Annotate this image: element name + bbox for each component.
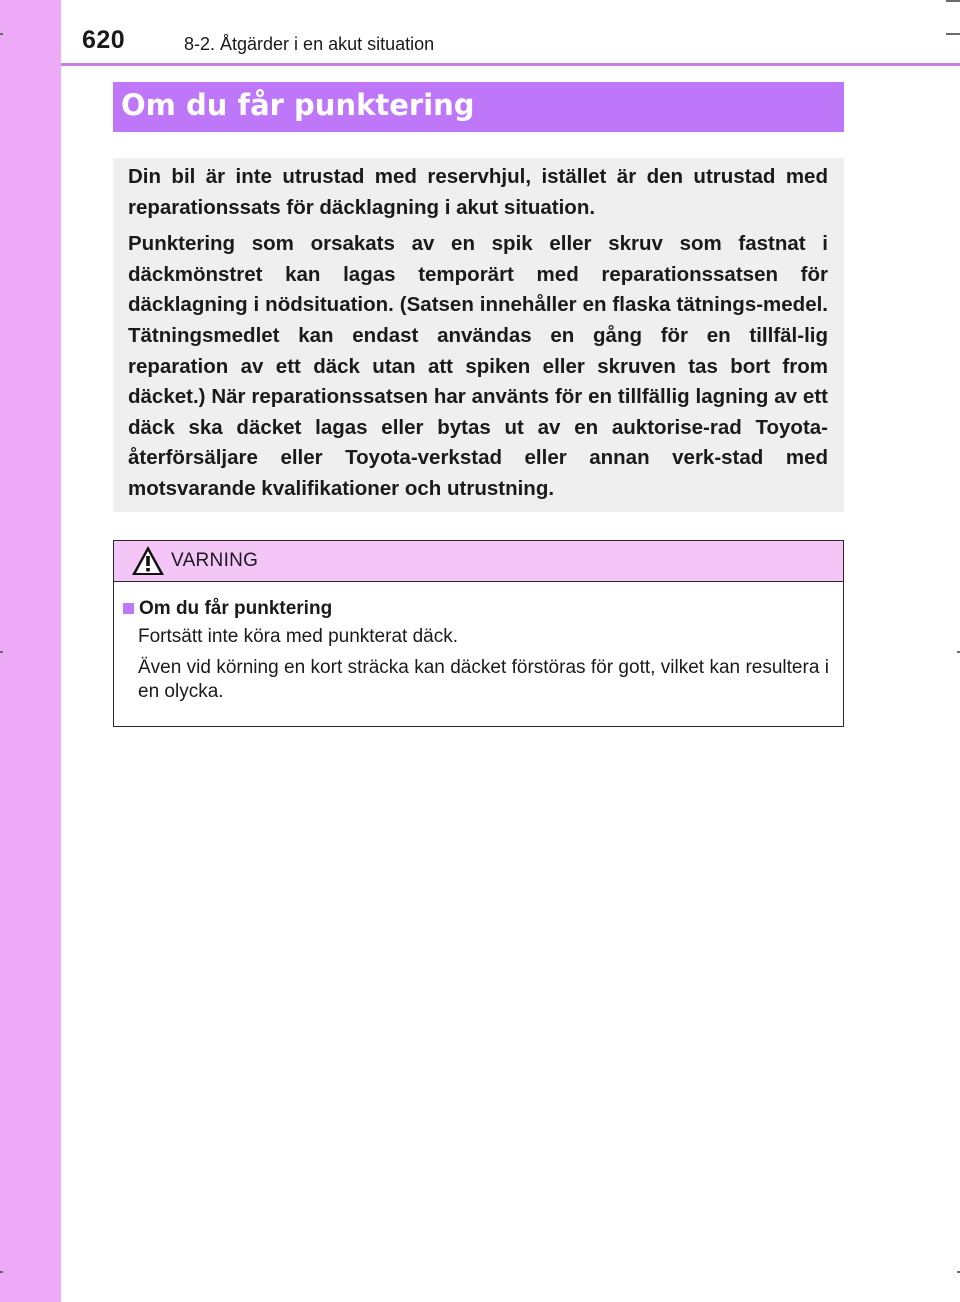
- crop-mark-top: [946, 0, 960, 2]
- intro-paragraph-2: Punktering som orsakats av en spik eller skruv som fastnat i däckmönstret kan lagas temporärt med reparationssatsen för däcklagning i nödsituation. (Satsen innehåller en flaska tätnings-medel. Tätningsmedlet kan endast användas en gång för en tillfäl-lig reparation av ett däck utan att spiken eller skruven tas bort from däcket.) När reparationssatsen har använts för en tillfällig lagning av ett däck ska däcket lagas eller bytas ut av en auktorise-rad Toyota-återförsäljare eller Toyota-verkstad eller annan verk-stad med motsvarande kvalifikationer och utrustning.: [128, 232, 828, 500]
- warning-body: [114, 598, 843, 704]
- warning-item-heading-text: Om du får punktering: [139, 598, 333, 619]
- side-color-band: [0, 0, 61, 1302]
- warning-line-1: Fortsätt inte köra med punkterat däck.: [138, 626, 458, 647]
- crop-mark-left-top: [0, 33, 3, 35]
- section-title: Om du får punktering: [121, 88, 475, 122]
- section-breadcrumb: 8-2. Åtgärder i en akut situation: [184, 34, 435, 54]
- warning-header: [114, 541, 843, 582]
- crop-mark-left-middle: [0, 651, 3, 653]
- crop-mark-left-bottom: [0, 1271, 3, 1273]
- page-number: 620: [82, 26, 126, 54]
- crop-mark-top-right: [946, 33, 960, 35]
- intro-box: [113, 158, 844, 512]
- intro-paragraph-1: Din bil är inte utrustad med reservhjul, istället är den utrustad med reparationssats för däcklagning i akut situation.: [128, 165, 828, 219]
- square-bullet-icon: [123, 603, 134, 614]
- warning-item-heading: [115, 598, 843, 620]
- section-title-bar: [113, 82, 844, 132]
- warning-line-2: Även vid körning en kort sträcka kan däcket förstöras för gott, vilket kan resultera i en olycka.: [138, 657, 829, 702]
- warning-box: [113, 540, 844, 727]
- header-rule: [61, 63, 960, 66]
- warning-triangle-icon: [131, 545, 165, 576]
- warning-label: VARNING: [171, 550, 259, 571]
